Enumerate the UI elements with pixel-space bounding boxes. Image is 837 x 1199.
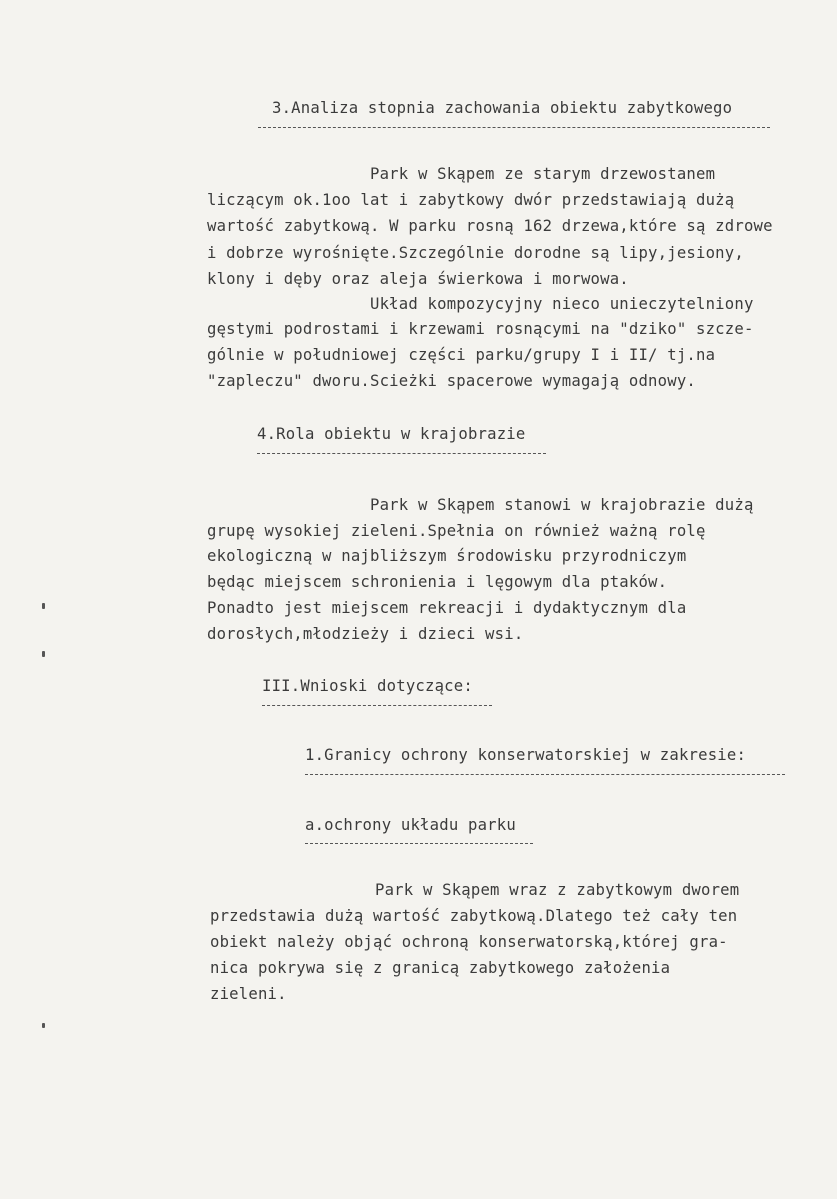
section-3-line-4: i dobrze wyrośnięte.Szczególnie dorodne są lipy,jesiony, [207, 244, 744, 262]
section-4-line-3: ekologiczną w najbliższym środowisku przyrodniczym [207, 547, 687, 565]
section-4-line-2: grupę wysokiej zieleni.Spełnia on również ważną rolę [207, 522, 706, 540]
section-4-line-4: będąc miejscem schronienia i lęgowym dla ptaków. [207, 573, 668, 591]
section-iii-heading-underline [262, 705, 492, 706]
section-iii-heading: III.Wnioski dotyczące: [262, 677, 473, 695]
section-3-line-6: Układ kompozycyjny nieco unieczytelniony [370, 295, 754, 313]
section-iii-1a-heading-underline [305, 843, 533, 844]
section-iii-1a-line-1: Park w Skąpem wraz z zabytkowym dworem [375, 881, 740, 899]
section-4-heading-underline [257, 453, 546, 454]
section-4-line-5: Ponadto jest miejscem rekreacji i dydaktycznym dla [207, 599, 687, 617]
section-iii-1a-line-4: nica pokrywa się z granicą zabytkowego założenia [210, 959, 671, 977]
section-4-line-6: dorosłych,młodzieży i dzieci wsi. [207, 625, 524, 643]
section-4-line-1: Park w Skąpem stanowi w krajobrazie dużą [370, 496, 754, 514]
margin-mark-1 [42, 603, 45, 609]
section-3-line-5: klony i dęby oraz aleja świerkowa i morwowa. [207, 270, 629, 288]
section-3-heading-underline [258, 127, 770, 128]
section-3-line-9: "zapleczu" dworu.Scieżki spacerowe wymagają odnowy. [207, 372, 696, 390]
section-3-line-7: gęstymi podrostami i krzewami rosnącymi na "dziko" szcze- [207, 320, 754, 338]
margin-mark-3 [42, 1023, 45, 1028]
section-4-heading: 4.Rola obiektu w krajobrazie [257, 425, 526, 443]
section-3-line-3: wartość zabytkową. W parku rosną 162 drzewa,które są zdrowe [207, 217, 773, 235]
margin-mark-2 [42, 651, 45, 657]
section-3-line-1: Park w Skąpem ze starym drzewostanem [370, 165, 716, 183]
section-iii-1-heading: 1.Granicy ochrony konserwatorskiej w zakresie: [305, 746, 747, 764]
section-iii-1a-line-3: obiekt należy objąć ochroną konserwatorską,której gra- [210, 933, 728, 951]
section-iii-1-heading-underline [305, 774, 785, 775]
section-3-line-2: liczącym ok.1oo lat i zabytkowy dwór przedstawiają dużą [207, 191, 735, 209]
section-3-heading: 3.Analiza stopnia zachowania obiektu zabytkowego [272, 99, 733, 117]
section-iii-1a-line-5: zieleni. [210, 985, 287, 1003]
section-3-line-8: gólnie w południowej części parku/grupy I i II/ tj.na [207, 346, 716, 364]
section-iii-1a-heading: a.ochrony układu parku [305, 816, 516, 834]
section-iii-1a-line-2: przedstawia dużą wartość zabytkową.Dlatego też cały ten [210, 907, 738, 925]
